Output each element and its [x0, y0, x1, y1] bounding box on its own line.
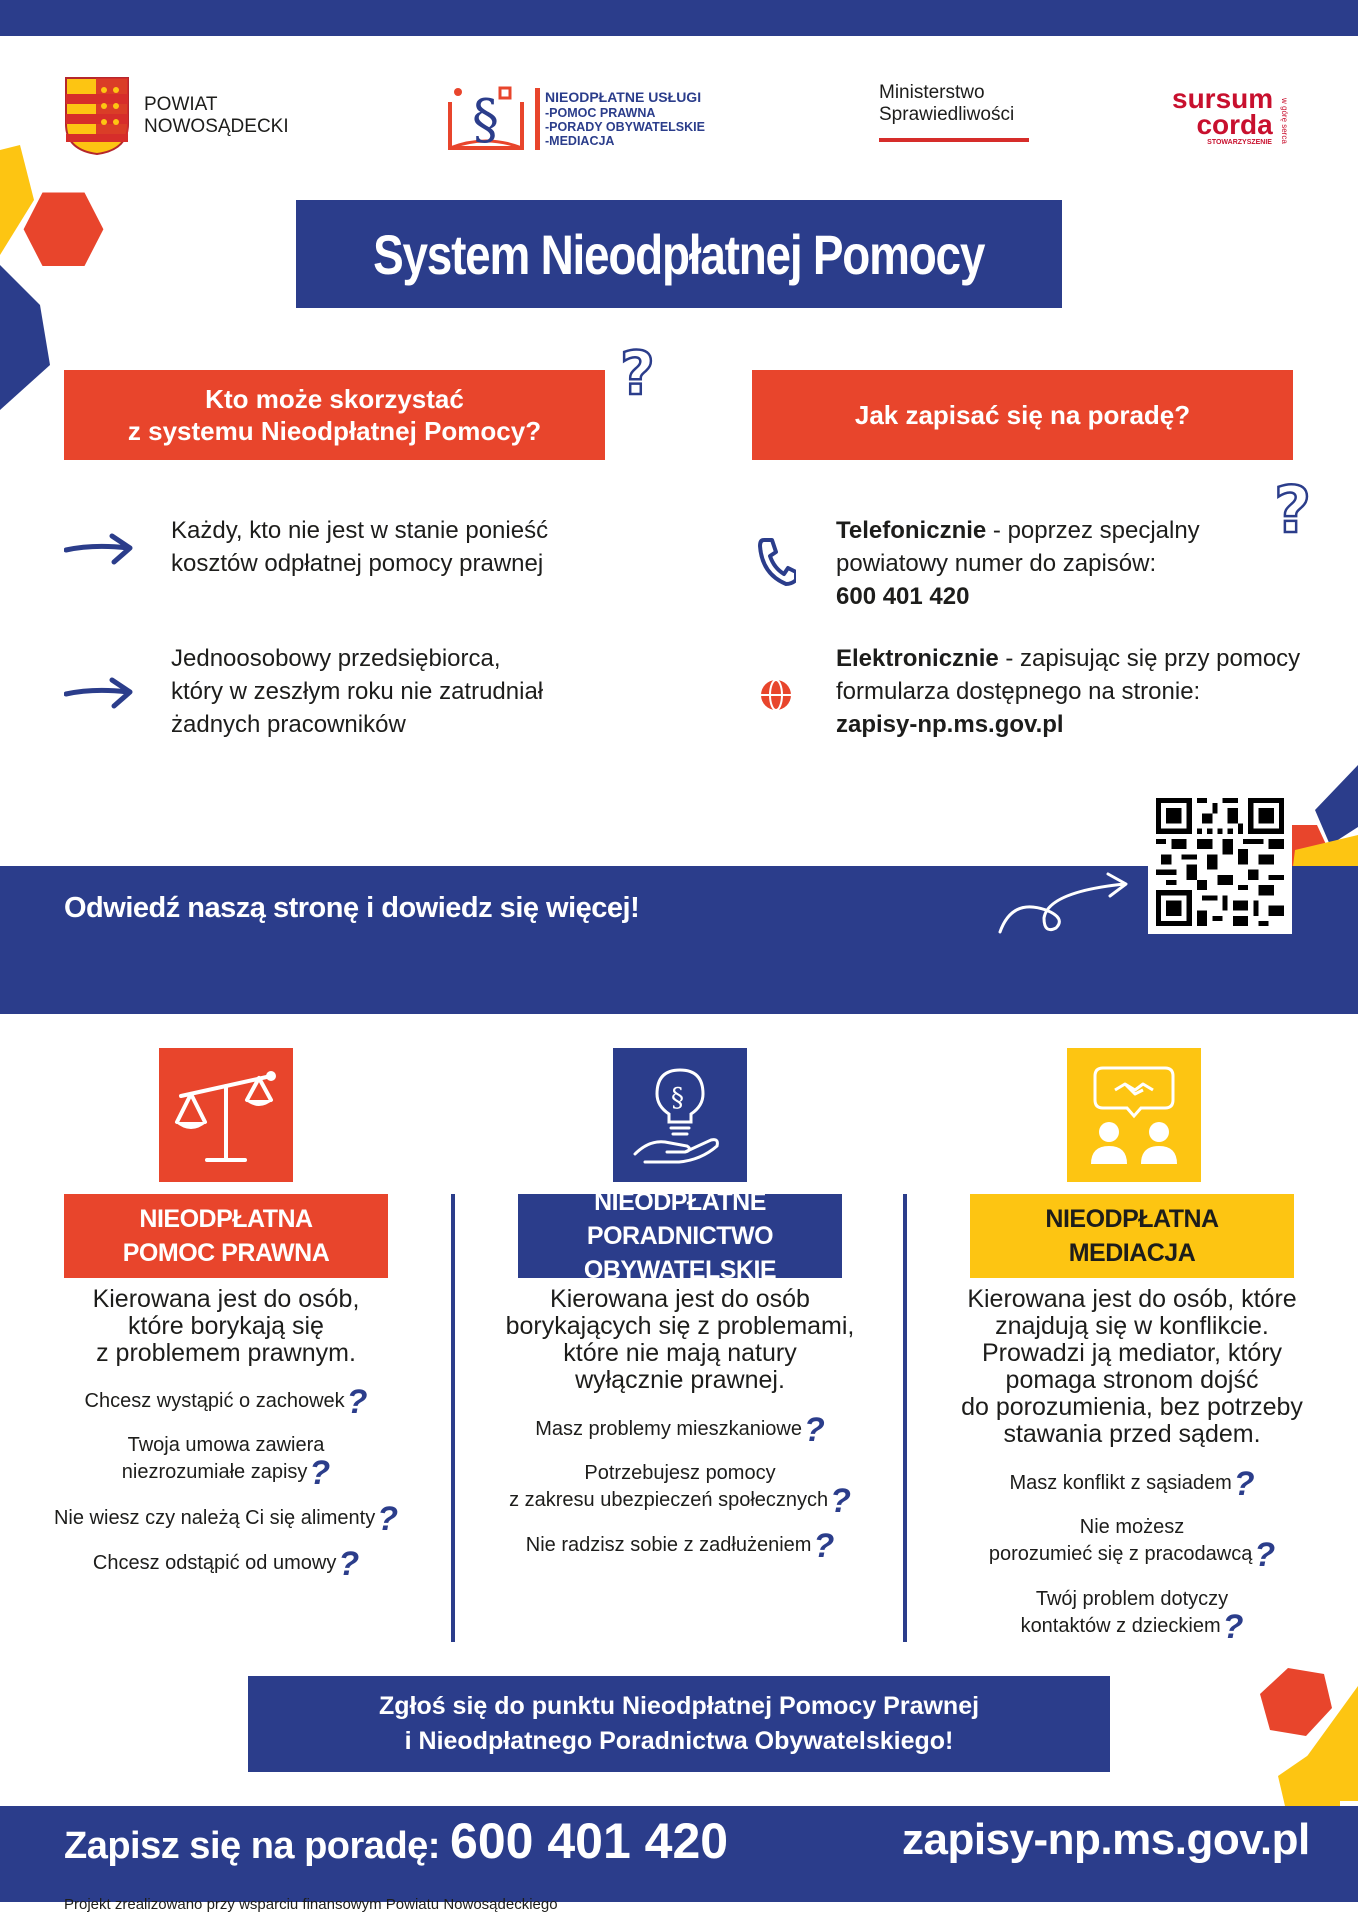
powiat-logo-text: POWIAT NOWOSĄDECKI — [144, 94, 289, 137]
arrow-right-icon — [64, 530, 134, 566]
powiat-crest-logo — [64, 76, 130, 161]
ministry-logo-underline — [879, 138, 1029, 142]
top-bar — [0, 0, 1358, 36]
phone-icon — [756, 536, 796, 586]
page-title-box — [296, 200, 1062, 308]
question-item: Potrzebujesz pomocy z zakresu ubezpieczeń społecznych? — [509, 1462, 851, 1520]
column-description-mediation: Kierowana jest do osób, które znajdują się w konflikcie. Prowadzi ją mediator, który pomaga stronom dojść do porozumienia, bez potrzeby stawania przed sądem. — [961, 1285, 1303, 1448]
column-divider — [903, 1194, 907, 1642]
np-logo-text: NIEODPŁATNE USŁUGI -POMOC PRAWNA -PORADY OBYWATELSKIE -MEDIACJA — [545, 89, 705, 148]
qr-code[interactable] — [1148, 790, 1292, 934]
question-mark-icon — [618, 342, 670, 416]
footer-website-link[interactable]: zapisy-np.ms.gov.pl — [902, 1815, 1310, 1864]
question-mark-icon: ? — [830, 1481, 851, 1520]
question-item: Twój problem dotyczy kontaktów z dzieckiem? — [1020, 1588, 1244, 1646]
question-item: Nie możesz porozumieć się z pracodawcą? — [988, 1516, 1276, 1574]
mediation-people-icon — [1067, 1048, 1201, 1182]
question-mark-icon: ? — [346, 1382, 368, 1421]
ministry-logo-text: Ministerstwo Sprawiedliwości — [879, 82, 1015, 125]
question-item: Chcesz wystąpić o zachowek? — [84, 1382, 368, 1421]
question-item: Masz problemy mieszkaniowe? — [535, 1410, 825, 1449]
who-item-1: Każdy, kto nie jest w stanie ponieść kosztów odpłatnej pomocy prawnej — [171, 517, 549, 577]
column-divider — [451, 1194, 455, 1642]
question-mark-icon: ? — [1254, 1535, 1276, 1574]
question-mark-icon: ? — [1222, 1607, 1244, 1646]
np-logo-divider — [535, 88, 540, 150]
question-mark-icon: ? — [1233, 1464, 1255, 1503]
column-description-legal-aid: Kierowana jest do osób, które borykają się z problemem prawnym. — [92, 1285, 360, 1367]
arrow-loop-icon — [996, 870, 1130, 938]
question-mark-icon: ? — [377, 1499, 398, 1538]
phone-number: 600 401 420 — [836, 583, 970, 610]
question-mark-icon: ? — [338, 1544, 360, 1583]
svg-text:§: § — [472, 88, 499, 151]
how-web: Elektronicznie - zapisując się przy pomocy formularza dostępnego na stronie: zapisy-np.ms.gov.pl — [836, 642, 1300, 741]
sursum-corda-logo: sursum corda STOWARZYSZENIE — [1172, 83, 1274, 146]
np-paragraph-logo — [446, 82, 526, 159]
question-mark-icon: ? — [803, 1410, 825, 1449]
how-heading: Jak zapisać się na poradę? — [752, 370, 1293, 460]
svg-text:?: ? — [1274, 476, 1312, 548]
svg-text:§: § — [671, 1083, 684, 1113]
lightbulb-hand-icon — [613, 1048, 747, 1182]
how-phone: Telefonicznie - poprzez specjalny powiatowy numer do zapisów: 600 401 420 — [836, 514, 1200, 613]
call-to-action-box: Zgłoś się do punktu Nieodpłatnej Pomocy Prawnej i Nieodpłatnego Poradnictwa Obywatelskiego! — [248, 1676, 1110, 1772]
funding-footnote: Projekt zrealizowano przy wsparciu finansowym Powiatu Nowosądeckiego — [64, 1896, 558, 1913]
question-mark-icon: ? — [309, 1453, 331, 1492]
decorative-hexagons-bottom — [1240, 1646, 1358, 1806]
column-description-civic-advice: Kierowana jest do osób borykających się z problemami, które nie mają natury wyłącznie prawnej. — [505, 1285, 855, 1394]
column-header-mediation: NIEODPŁATNA MEDIACJA — [970, 1194, 1294, 1278]
arrow-right-icon — [64, 674, 134, 710]
svg-text:?: ? — [620, 342, 655, 409]
question-mark-icon — [1272, 476, 1328, 556]
footer-signup: Zapisz się na poradę: 600 401 420 — [64, 1813, 729, 1869]
question-item: Masz konflikt z sąsiadem? — [1009, 1464, 1255, 1503]
scales-icon — [159, 1048, 293, 1182]
question-item: Chcesz odstąpić od umowy? — [92, 1544, 360, 1583]
who-heading: Kto może skorzystać z systemu Nieodpłatnej Pomocy? — [64, 370, 605, 460]
column-header-civic-advice: NIEODPŁATNE PORADNICTWO OBYWATELSKIE — [518, 1194, 842, 1278]
question-item: Twoja umowa zawiera niezrozumiałe zapisy? — [121, 1434, 331, 1492]
footer-phone-number: 600 401 420 — [450, 1813, 729, 1869]
question-item: Nie wiesz czy należą Ci się alimenty? — [53, 1499, 398, 1538]
who-item-2: Jednoosobowy przedsiębiorca, który w zeszłym roku nie zatrudniał żadnych pracowników — [171, 645, 544, 738]
page-title: System Nieodpłatnej Pomocy — [373, 222, 985, 286]
column-header-legal-aid: NIEODPŁATNA POMOC PRAWNA — [64, 1194, 388, 1278]
website-link[interactable]: zapisy-np.ms.gov.pl — [836, 711, 1064, 738]
sursum-corda-tagline: w górę serca — [1280, 98, 1289, 144]
visit-website-text: Odwiedź naszą stronę i dowiedz się więcej! — [64, 892, 640, 924]
question-item: Nie radzisz sobie z zadłużeniem? — [525, 1526, 835, 1565]
globe-icon — [759, 678, 793, 712]
question-mark-icon: ? — [813, 1526, 835, 1565]
